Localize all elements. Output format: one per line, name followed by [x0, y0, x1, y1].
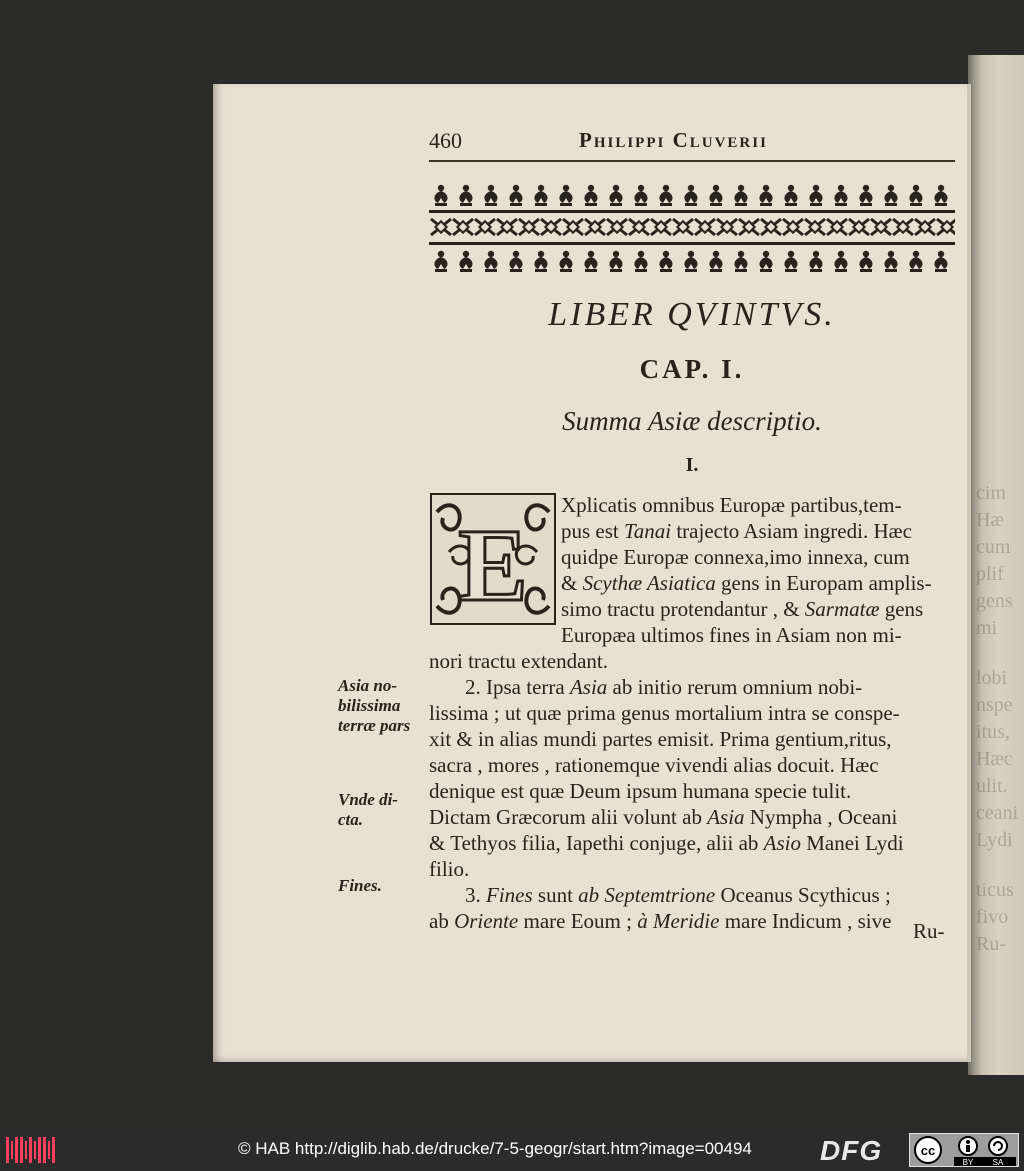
section-numeral: I. — [685, 454, 699, 476]
license-sa-label: SA — [992, 1158, 1004, 1166]
license-by-label: BY — [962, 1158, 974, 1166]
facing-page-fragment: cim — [976, 482, 1006, 504]
facing-page-fragment: Lydi — [976, 829, 1013, 851]
head-rule — [429, 160, 955, 162]
facing-page-fragment: lobi — [976, 667, 1008, 689]
paragraph-2-line: sacra , mores , rationemque vivendi alias docuit. Hæc — [429, 753, 879, 777]
paragraph-3-line: 3. Fines sunt ab Septemtrione Oceanus Scythicus ; — [465, 883, 891, 907]
ornament-band — [429, 180, 955, 278]
running-title: Philippi Cluverii — [579, 128, 768, 152]
paragraph-3-line: ab Oriente mare Eoum ; à Meridie mare Indicum , sive — [429, 909, 892, 933]
facing-page-fragment: itus, — [976, 721, 1010, 743]
copyright-credit[interactable]: © HAB http://diglib.hab.de/drucke/7-5-geogr/start.htm?image=00494 — [238, 1139, 752, 1158]
chapter-title: Summa Asiæ descriptio. — [562, 406, 822, 436]
paragraph-2-line: denique est quæ Deum ipsum humana specie tulit. — [429, 779, 852, 803]
paragraph-1-line: quidpe Europæ connexa,imo innexa, cum — [561, 545, 910, 569]
book-page — [213, 84, 971, 1062]
facing-page-fragment: ulit. — [976, 775, 1008, 797]
sa-icon — [989, 1137, 1007, 1155]
facing-page-fragment: cum — [976, 536, 1011, 558]
license-badge[interactable] — [909, 1133, 1019, 1167]
initial-letter: E — [458, 508, 528, 623]
facing-page-fragment: Ru- — [976, 933, 1006, 955]
paragraph-1-line: & Scythæ Asiatica gens in Europam amplis- — [561, 571, 932, 595]
facing-page-edge — [968, 55, 1024, 1075]
book-title: LIBER QVINTVS. — [548, 296, 836, 333]
paragraph-2-line: & Tethyos filia, Iapethi conjuge, alii ab Asio Manei Lydi — [429, 831, 904, 855]
decorated-initial — [429, 492, 557, 626]
facing-page-fragment: ceani — [976, 802, 1019, 824]
margin-note-asia: Asia no- bilissima terræ pars — [338, 676, 411, 735]
facing-page-fragment: fivo — [976, 906, 1009, 928]
paragraph-1-line: Europæa ultimos fines in Asiam non mi- — [561, 623, 902, 647]
facing-page-fragment: Hæc — [976, 748, 1013, 770]
facing-page-fragment: plif — [976, 563, 1004, 585]
margin-note-fines: Fines. — [338, 876, 382, 895]
dfg-logo[interactable]: DFG — [820, 1135, 883, 1166]
facing-page-fragment: nspe — [976, 694, 1013, 716]
svg-text:cc: cc — [920, 1143, 936, 1158]
margin-note-unde-dicta: Vnde di- cta. — [338, 790, 398, 829]
paragraph-2-line: lissima ; ut quæ prima genus mortalium intra se conspe- — [429, 701, 900, 725]
paragraph-2-line: xit & in alias mundi partes emisit. Prima gentium,ritus, — [429, 727, 892, 751]
catchword: Ru- — [913, 919, 945, 943]
barcode-logo — [6, 1136, 55, 1164]
facing-page-fragment: mi — [976, 617, 998, 639]
facing-page-fragment: ticus — [976, 879, 1014, 901]
paragraph-1-line: Xplicatis omnibus Europæ partibus,tem- — [561, 493, 902, 517]
facing-page-fragment: gens — [976, 590, 1013, 612]
paragraph-1-line: simo tractu protendantur , & Sarmatæ gens — [561, 597, 924, 621]
running-head — [429, 128, 957, 158]
chapter-heading: CAP. I. — [639, 354, 745, 384]
page-number: 460 — [429, 128, 462, 153]
paragraph-1-line: pus est Tanai trajecto Asiam ingredi. Hæc — [561, 519, 912, 543]
paragraph-2-line: filio. — [429, 857, 470, 881]
facing-page-fragment: Hæ — [976, 509, 1004, 531]
paragraph-1-line: nori tractu extendant. — [429, 649, 609, 673]
viewer-footer — [0, 1130, 1024, 1170]
paragraph-2-line: Dictam Græcorum alii volunt ab Asia Nympha , Oceani — [429, 805, 898, 829]
paragraph-2-line: 2. Ipsa terra Asia ab initio rerum omnium nobi- — [465, 675, 863, 699]
